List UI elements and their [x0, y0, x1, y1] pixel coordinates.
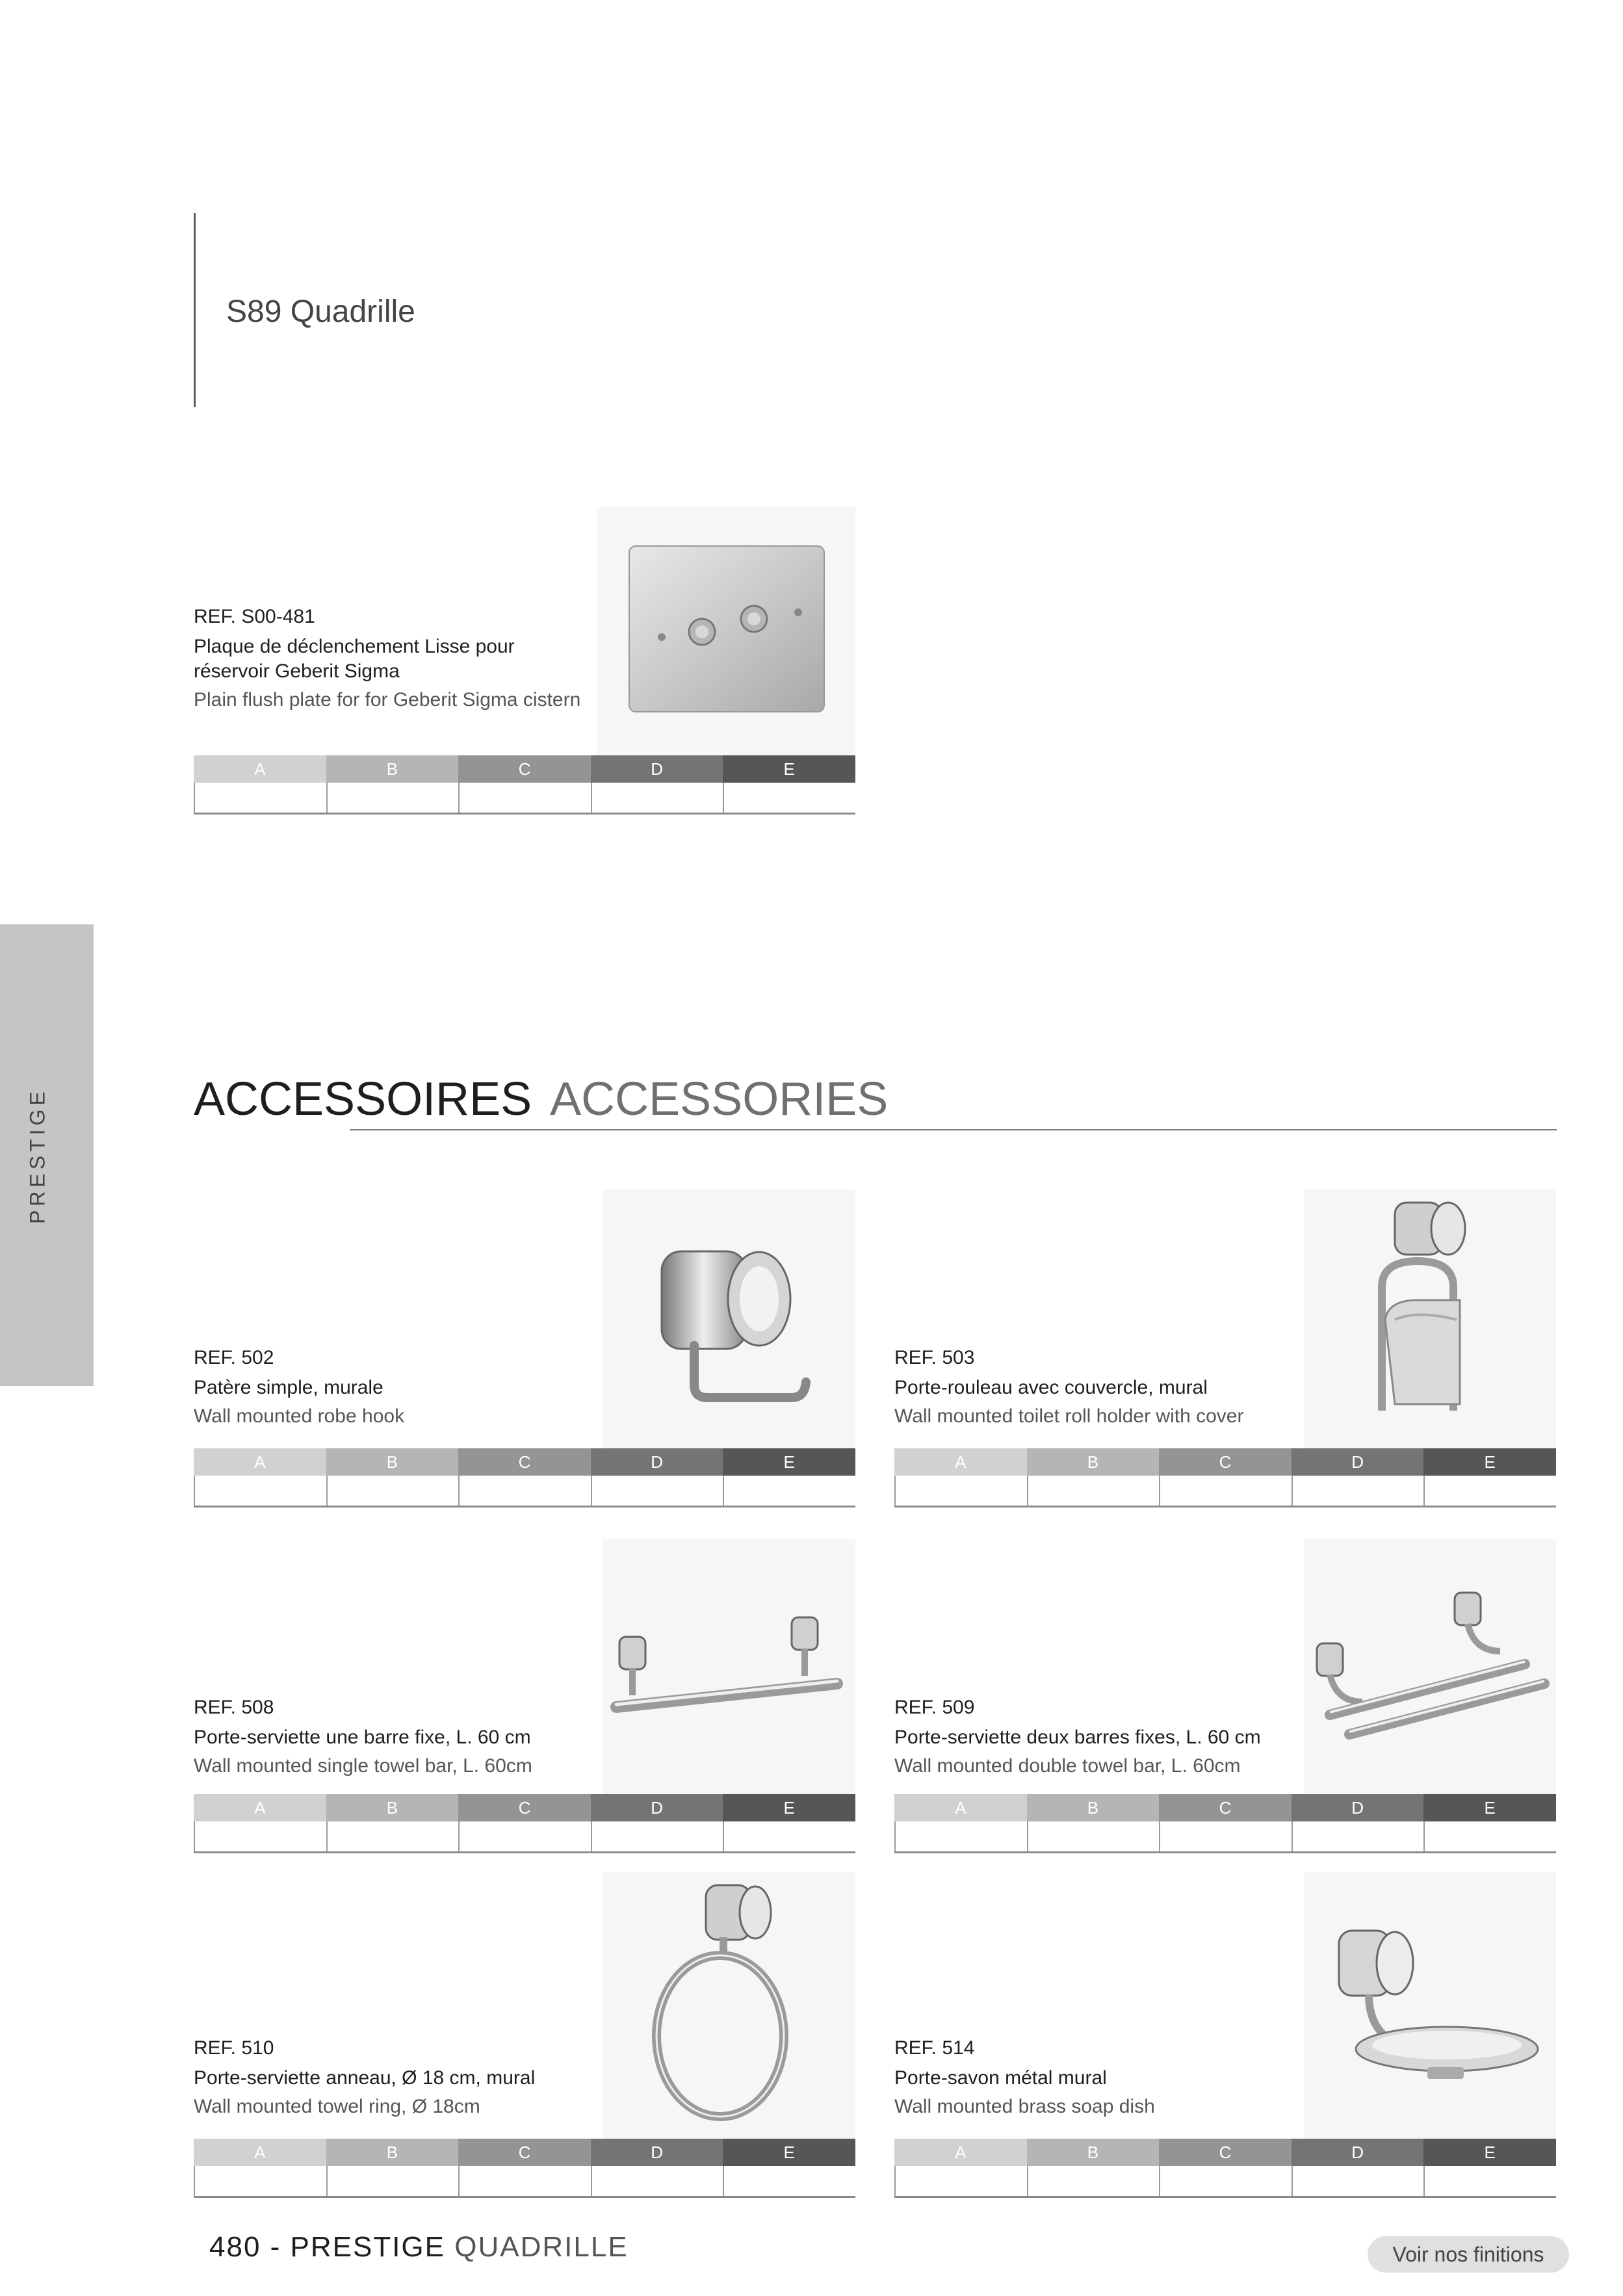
finish-cell: [458, 1476, 591, 1506]
finish-cell: [591, 1476, 723, 1506]
finish-cell: [458, 783, 591, 813]
product-name-en: Wall mounted double towel bar, L. 60cm: [894, 1755, 1241, 1777]
finishes-button[interactable]: Voir nos finitions: [1368, 2236, 1569, 2273]
double-towel-bar-icon: [1304, 1539, 1556, 1794]
finish-cell: [194, 783, 326, 813]
finish-col-b: B: [326, 2139, 459, 2166]
product-name-en: Wall mounted toilet roll holder with cover: [894, 1405, 1244, 1427]
product-name-en: Wall mounted towel ring, Ø 18cm: [194, 2096, 480, 2117]
product-image: [1304, 1872, 1556, 2139]
finish-table: [894, 1794, 1556, 1853]
finish-cell: [1292, 1821, 1424, 1851]
finish-cell: [1423, 1476, 1556, 1506]
product-name-fr: Porte-rouleau avec couvercle, mural: [894, 1377, 1208, 1398]
finish-table: [194, 1448, 855, 1507]
finish-cell: [894, 1476, 1027, 1506]
finish-col-b: B: [326, 1794, 459, 1821]
product-name-en: Wall mounted single towel bar, L. 60cm: [194, 1755, 532, 1777]
finish-col-e: E: [723, 1794, 855, 1821]
finish-col-a: A: [194, 755, 326, 783]
product-card: [194, 507, 855, 819]
finish-col-e: E: [723, 755, 855, 783]
product-image: [603, 1190, 855, 1448]
finish-col-e: E: [1423, 1794, 1556, 1821]
finish-cell: [1292, 2166, 1424, 2196]
finish-cell: [326, 2166, 459, 2196]
finish-cell: [894, 1821, 1027, 1851]
product-name-fr: Porte-serviette deux barres fixes, L. 60 cm: [894, 1727, 1261, 1748]
finish-col-a: A: [194, 1794, 326, 1821]
section-heading: [194, 1073, 888, 1126]
finish-cell: [1159, 1821, 1292, 1851]
finish-col-b: B: [1027, 2139, 1160, 2166]
product-image: [603, 1539, 855, 1794]
finish-cell: [723, 783, 855, 813]
finish-cell: [458, 1821, 591, 1851]
product-name-fr: Porte-serviette une barre fixe, L. 60 cm: [194, 1727, 531, 1748]
product-ref: REF. 502: [194, 1347, 274, 1368]
finish-cell: [458, 2166, 591, 2196]
product-ref: REF. 514: [894, 2037, 975, 2059]
finish-cell: [1423, 2166, 1556, 2196]
finish-col-c: C: [458, 1794, 591, 1821]
finish-col-a: A: [194, 1448, 326, 1476]
finish-cell: [1292, 1476, 1424, 1506]
section-title-en: ACCESSORIES: [550, 1073, 889, 1125]
product-image: [1304, 1190, 1556, 1448]
finish-col-c: C: [458, 1448, 591, 1476]
finish-table: [194, 2139, 855, 2198]
finish-col-a: A: [894, 1448, 1027, 1476]
finish-cell: [591, 2166, 723, 2196]
product-ref: REF. 509: [894, 1697, 975, 1718]
flush-plate-icon: [597, 507, 855, 755]
finish-col-d: D: [1292, 1448, 1424, 1476]
finish-cell: [1027, 2166, 1160, 2196]
collection-title: S89 Quadrille: [226, 294, 415, 329]
finish-cell: [723, 1476, 855, 1506]
finish-cell: [326, 1476, 459, 1506]
finish-cell: [1423, 1821, 1556, 1851]
finish-col-b: B: [1027, 1448, 1160, 1476]
finish-cell: [194, 1476, 326, 1506]
finish-col-c: C: [1159, 1794, 1292, 1821]
footer-page-number: 480 - PRESTIGE: [209, 2231, 446, 2263]
finish-cell: [194, 2166, 326, 2196]
finish-table: [194, 755, 855, 815]
product-card: [194, 1190, 855, 1508]
product-card: [894, 1539, 1556, 1858]
product-card: [194, 1539, 855, 1858]
finish-col-d: D: [591, 1448, 723, 1476]
finish-table: [194, 1794, 855, 1853]
product-name-fr: Patère simple, murale: [194, 1377, 383, 1398]
towel-ring-icon: [603, 1872, 855, 2139]
finish-col-b: B: [326, 1448, 459, 1476]
finish-col-e: E: [723, 2139, 855, 2166]
product-card: [894, 1872, 1556, 2197]
finish-cell: [194, 1821, 326, 1851]
product-image: [603, 1872, 855, 2139]
robe-hook-icon: [603, 1190, 855, 1448]
finish-col-a: A: [194, 2139, 326, 2166]
finish-cell: [326, 1821, 459, 1851]
finish-cell: [326, 783, 459, 813]
finish-col-c: C: [458, 2139, 591, 2166]
finish-col-a: A: [894, 2139, 1027, 2166]
finish-col-e: E: [1423, 1448, 1556, 1476]
product-ref: REF. 503: [894, 1347, 975, 1368]
finish-cell: [894, 2166, 1027, 2196]
finish-col-e: E: [1423, 2139, 1556, 2166]
toilet-roll-holder-icon: [1304, 1190, 1556, 1448]
finish-col-d: D: [591, 755, 723, 783]
product-ref: REF. 508: [194, 1697, 274, 1718]
finish-col-d: D: [1292, 1794, 1424, 1821]
product-name-fr: Porte-savon métal mural: [894, 2067, 1107, 2089]
product-image: [1304, 1539, 1556, 1794]
finish-cell: [1027, 1476, 1160, 1506]
finish-cell: [591, 1821, 723, 1851]
product-name-en: Wall mounted robe hook: [194, 1405, 405, 1427]
finish-col-c: C: [1159, 2139, 1292, 2166]
finish-col-d: D: [1292, 2139, 1424, 2166]
section-rule: [350, 1129, 1557, 1130]
finish-cell: [1159, 1476, 1292, 1506]
product-card: [894, 1190, 1556, 1508]
finish-cell: [591, 783, 723, 813]
footer-collection: QUADRILLE: [454, 2231, 629, 2263]
finish-col-e: E: [723, 1448, 855, 1476]
footer-page-label: [209, 2231, 629, 2263]
finish-table: [894, 1448, 1556, 1507]
finish-col-b: B: [1027, 1794, 1160, 1821]
title-divider: [194, 213, 196, 407]
side-tab-label: PRESTIGE: [25, 1088, 49, 1224]
finish-col-b: B: [326, 755, 459, 783]
product-name-fr: Porte-serviette anneau, Ø 18 cm, mural: [194, 2067, 536, 2089]
finish-cell: [723, 2166, 855, 2196]
product-ref: REF. 510: [194, 2037, 274, 2059]
finish-col-c: C: [458, 755, 591, 783]
finish-cell: [723, 1821, 855, 1851]
single-towel-bar-icon: [603, 1539, 855, 1794]
finish-table: [894, 2139, 1556, 2198]
product-card: [194, 1872, 855, 2197]
soap-dish-icon: [1304, 1872, 1556, 2139]
finish-col-c: C: [1159, 1448, 1292, 1476]
finish-col-d: D: [591, 2139, 723, 2166]
finish-cell: [1159, 2166, 1292, 2196]
product-name-fr: Plaque de déclenchement Lisse pour réservoir Geberit Sigma: [194, 636, 515, 682]
finish-cell: [1027, 1821, 1160, 1851]
product-image: [597, 507, 855, 755]
finish-col-d: D: [591, 1794, 723, 1821]
finish-col-a: A: [894, 1794, 1027, 1821]
product-name-en: Wall mounted brass soap dish: [894, 2096, 1155, 2117]
product-ref: REF. S00-481: [194, 606, 315, 627]
section-title-fr: ACCESSOIRES: [194, 1073, 532, 1125]
product-name-en: Plain flush plate for for Geberit Sigma cistern: [194, 689, 581, 711]
